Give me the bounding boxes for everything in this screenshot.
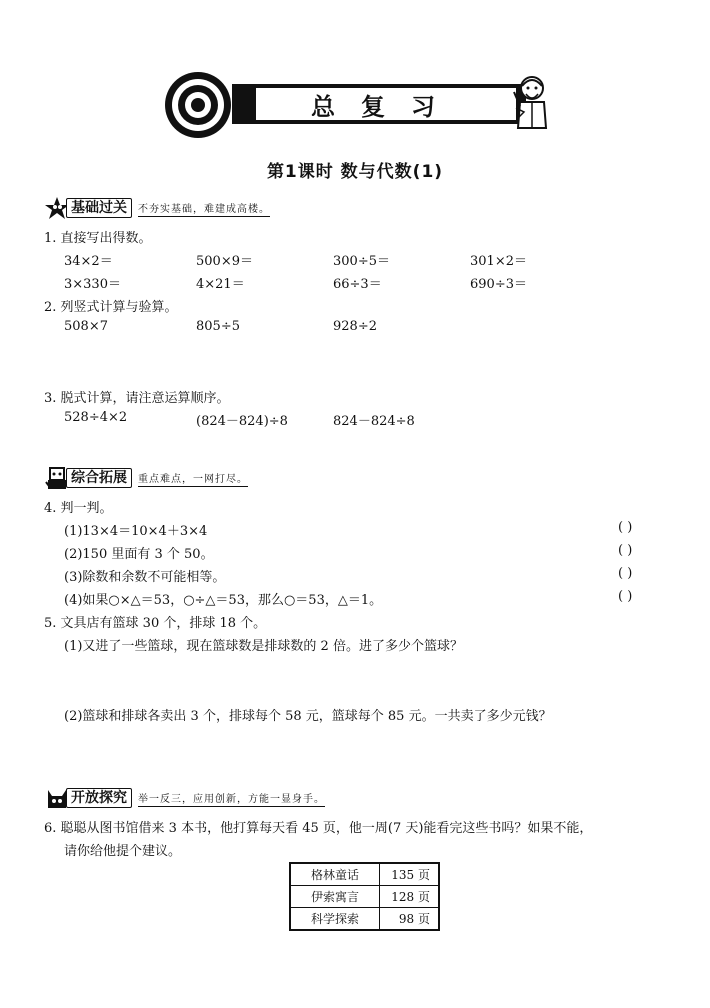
book-table <box>289 862 440 931</box>
q1-item: 500×9＝ <box>196 254 253 269</box>
q4-item: (1)13×4＝10×4＋3×4 <box>64 524 208 539</box>
q2-title: 2. 列竖式计算与验算。 <box>44 300 178 315</box>
q1-item: 301×2＝ <box>470 254 527 269</box>
lesson-title: 第1课时 数与代数(1) <box>266 162 444 182</box>
q1-item: 66÷3＝ <box>333 277 382 292</box>
section-header-open <box>44 786 325 810</box>
book-pages: 135 页 <box>380 863 440 886</box>
section-label: 开放探究 <box>66 788 132 808</box>
q6-line2: 请你给他提个建议。 <box>64 844 182 859</box>
section-motto: 重点难点，一网打尽。 <box>138 470 248 487</box>
target-icon <box>165 72 231 138</box>
table-row <box>290 863 439 886</box>
q1-item: 690÷3＝ <box>470 277 527 292</box>
q1-item: 4×21＝ <box>196 277 245 292</box>
book-name: 格林童话 <box>290 863 380 886</box>
q2-item: 805÷5 <box>196 319 240 334</box>
q3-item: 528÷4×2 <box>64 410 128 425</box>
q3-item: 824－824÷8 <box>333 414 415 429</box>
table-row <box>290 886 439 908</box>
q1-item: 34×2＝ <box>64 254 113 269</box>
book-pages: 98 页 <box>380 908 440 931</box>
q5-sub1: (1)又进了一些篮球，现在篮球数是排球数的 2 倍。进了多少个篮球？ <box>64 639 463 654</box>
book-name: 伊索寓言 <box>290 886 380 908</box>
q4-item: (3)除数和余数不可能相等。 <box>64 570 226 585</box>
q4-item: (4)如果○×△＝53，○÷△＝53，那么○＝53，△＝1。 <box>64 593 383 608</box>
q1-item: 3×330＝ <box>64 277 121 292</box>
table-row <box>290 908 439 931</box>
q3-item: (824－824)÷8 <box>196 414 288 429</box>
answer-paren: ( ) <box>618 520 633 535</box>
section-motto: 不夯实基础，难建成高楼。 <box>138 200 270 217</box>
section-header-extended <box>44 466 248 490</box>
q6-line1: 6. 聪聪从图书馆借来 3 本书，他打算每天看 45 页，他一周(7 天)能看完这些书吗？如果不能， <box>44 821 593 836</box>
q4-title: 4. 判一判。 <box>44 501 113 516</box>
answer-paren: ( ) <box>618 566 633 581</box>
old-man-icon <box>506 72 554 132</box>
q3-title: 3. 脱式计算，请注意运算顺序。 <box>44 391 230 406</box>
q5-sub2: (2)篮球和排球各卖出 3 个，排球每个 58 元，篮球每个 85 元。一共卖了多少元钱？ <box>64 709 552 724</box>
banner-title: 总复习 <box>256 86 518 122</box>
answer-paren: ( ) <box>618 543 633 558</box>
section-label: 基础过关 <box>66 198 132 218</box>
q4-item: (2)150 里面有 3 个 50。 <box>64 547 214 562</box>
answer-paren: ( ) <box>618 589 633 604</box>
q2-item: 928÷2 <box>333 319 377 334</box>
section-motto: 举一反三，应用创新，方能一显身手。 <box>138 790 325 807</box>
section-header-basic <box>44 196 270 220</box>
book-name: 科学探索 <box>290 908 380 931</box>
q2-item: 508×7 <box>64 319 108 334</box>
section-label: 综合拓展 <box>66 468 132 488</box>
book-pages: 128 页 <box>380 886 440 908</box>
q1-title: 1. 直接写出得数。 <box>44 231 152 246</box>
q5-title: 5. 文具店有篮球 30 个，排球 18 个。 <box>44 616 267 631</box>
q1-item: 300÷5＝ <box>333 254 390 269</box>
